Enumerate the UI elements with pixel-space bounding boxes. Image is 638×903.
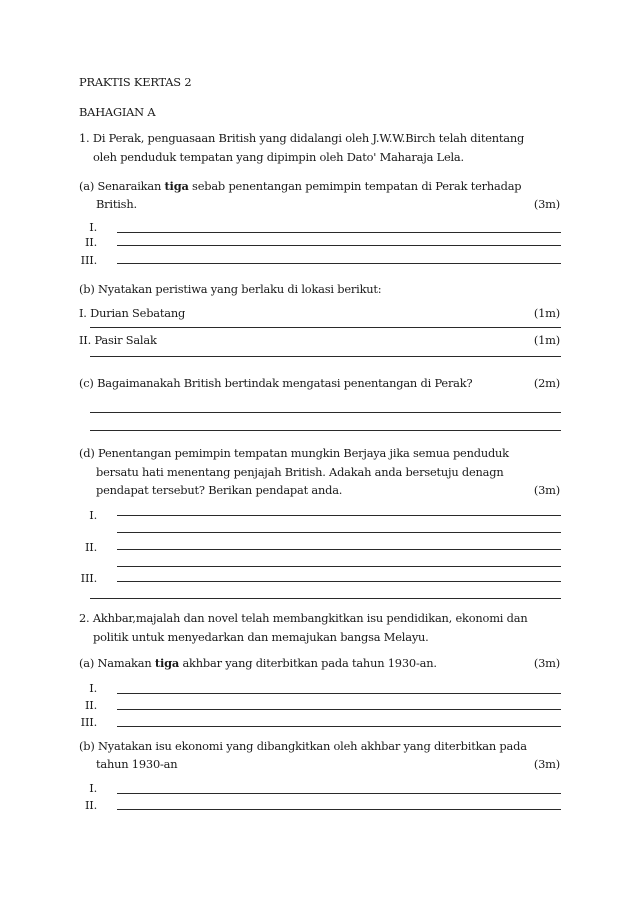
q1d-prompt-line3: pendapat tersebut? Berikan pendapat anda. [96,483,343,497]
q1a-prompt: (a) Senaraikan tiga sebab penentangan pemimpin tempatan di Perak terhadap [79,179,522,193]
q2a-item-2-number: II. [84,698,97,712]
q1c-answer-line-1[interactable] [90,412,561,413]
q1b-item-2-marks: (1m) [533,333,560,347]
q2b-item-2-number: II. [84,798,97,812]
page-title: PRAKTIS KERTAS 2 [79,75,192,89]
q1b-answer-line-2[interactable] [90,356,561,357]
q1d-answer-line-1a[interactable] [117,515,561,516]
q1b-item-2: II. Pasir Salak [79,333,157,347]
q1b-item-1-marks: (1m) [533,306,560,320]
q2a-prompt: (a) Namakan tiga akhbar yang diterbitkan pada tahun 1930-an. [79,656,437,670]
q2a-item-3-number: III. [80,715,97,729]
q1a-prompt-line2: British. [96,197,137,211]
q2a-marks: (3m) [533,656,560,670]
q1d-answer-line-3b[interactable] [90,598,561,599]
q1a-answer-line-2[interactable] [117,245,561,246]
q2b-marks: (3m) [533,757,560,771]
q1a-marks: (3m) [533,197,560,211]
q1d-item-1-number: I. [89,508,97,522]
q1d-prompt-line2: bersatu hati menentang penjajah British. Adakah anda bersetuju denagn [96,465,504,479]
q1d-item-3-number: III. [80,571,97,585]
q2b-prompt-line1: (b) Nyatakan isu ekonomi yang dibangkitkan oleh akhbar yang diterbitkan pada [79,739,527,753]
q2-intro-line1: 2. Akhbar,majalah dan novel telah membangkitkan isu pendidikan, ekonomi dan [79,611,528,625]
q1d-answer-line-3a[interactable] [117,581,561,582]
q1b-prompt: (b) Nyatakan peristiwa yang berlaku di lokasi berikut: [79,282,382,296]
q2b-item-1-number: I. [89,781,97,795]
q1c-answer-line-2[interactable] [90,430,561,431]
q1a-item-3-number: III. [80,253,97,267]
q1d-marks: (3m) [533,483,560,497]
q1d-prompt-line1: (d) Penentangan pemimpin tempatan mungkin Berjaya jika semua penduduk [79,446,509,460]
q2a-answer-line-3[interactable] [117,726,561,727]
q2-intro-line2: politik untuk menyedarkan dan memajukan bangsa Melayu. [93,630,429,644]
q1d-answer-line-1b[interactable] [117,532,561,533]
q2b-prompt-line2: tahun 1930-an [96,757,178,771]
q1a-bold-word: tiga [164,179,189,193]
q2a-answer-line-2[interactable] [117,709,561,710]
q2a-bold-word: tiga [154,656,180,670]
q2a-answer-line-1[interactable] [117,693,561,694]
q1a-answer-line-1[interactable] [117,232,561,233]
q2b-answer-line-1[interactable] [117,793,561,794]
q1a-answer-line-3[interactable] [117,263,561,264]
q1d-item-2-number: II. [84,540,97,554]
q1d-answer-line-2a[interactable] [117,549,561,550]
q1-intro-line2: oleh penduduk tempatan yang dipimpin oleh Dato' Maharaja Lela. [93,150,464,164]
q1d-answer-line-2b[interactable] [117,566,561,567]
q1b-item-1: I. Durian Sebatang [79,306,186,320]
q1c-prompt: (c) Bagaimanakah British bertindak mengatasi penentangan di Perak? [79,376,473,390]
q1-intro-line1: 1. Di Perak, penguasaan British yang didalangi oleh J.W.W.Birch telah ditentang [79,131,525,145]
section-heading: BAHAGIAN A [79,105,156,119]
q1a-item-2-number: II. [84,235,97,249]
q2b-answer-line-2[interactable] [117,809,561,810]
q1c-marks: (2m) [533,376,560,390]
q1b-answer-line-1[interactable] [90,327,561,328]
q2a-item-1-number: I. [89,681,97,695]
q1a-item-1-number: I. [89,220,97,234]
